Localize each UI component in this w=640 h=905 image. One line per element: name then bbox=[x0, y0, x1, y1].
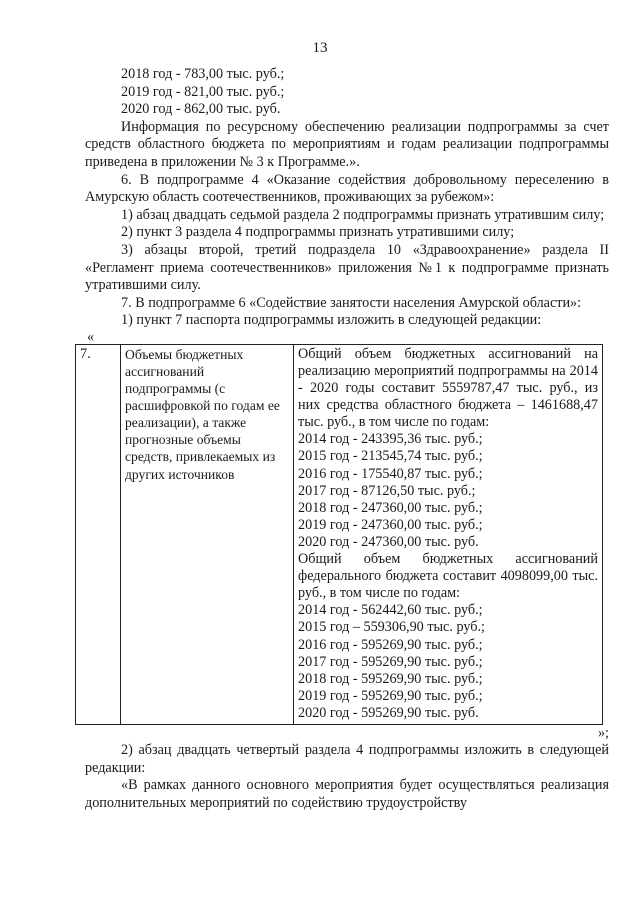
paragraph-item-6-2: 2) пункт 3 раздела 4 подпрограммы признать утратившими силу; bbox=[121, 224, 515, 241]
federal-year-line: 2017 год - 595269,90 тыс. руб.; bbox=[298, 653, 483, 670]
closing-quote: »; bbox=[597, 724, 609, 741]
passport-table bbox=[75, 344, 603, 725]
federal-year-line: 2018 год - 595269,90 тыс. руб.; bbox=[298, 670, 483, 687]
row-title-cell: Объемы бюджетных ассигнований подпрограммы (с расшифровкой по годам ее реализации), а также прогнозные объемы средств, привлекаемых из других источников bbox=[121, 344, 294, 724]
row-value-cell bbox=[294, 344, 603, 724]
table-row bbox=[76, 344, 603, 724]
federal-year-line: 2016 год - 595269,90 тыс. руб.; bbox=[298, 636, 483, 653]
paragraph-item-6-3: 3) абзацы второй, третий подраздела 10 «Здравоохранение» раздела II «Регламент приема соотечественников» приложения №1 к подпрограмме признать утратившими силу. bbox=[85, 241, 609, 294]
federal-year-line: 2014 год - 562442,60 тыс. руб.; bbox=[298, 602, 483, 619]
row-number-cell: 7. bbox=[76, 344, 121, 724]
paragraph-item-6-1: 1) абзац двадцать седьмой раздела 2 подпрограммы признать утратившим силу; bbox=[121, 206, 605, 223]
federal-year-line: 2020 год - 595269,90 тыс. руб. bbox=[298, 704, 479, 721]
paragraph-item-6: 6. В подпрограмме 4 «Оказание содействия добровольному переселению в Амурскую область соотечественников, проживающих за рубежом»: bbox=[85, 171, 609, 206]
budget-line-2020: 2020 год - 862,00 тыс. руб. bbox=[121, 101, 281, 118]
regional-year-line: 2015 год - 213545,74 тыс. руб.; bbox=[298, 448, 483, 465]
budget-line-2019: 2019 год - 821,00 тыс. руб.; bbox=[121, 83, 285, 100]
regional-year-line: 2018 год - 247360,00 тыс. руб.; bbox=[298, 499, 483, 516]
budget-line-2018: 2018 год - 783,00 тыс. руб.; bbox=[121, 66, 285, 82]
regional-year-line: 2014 год - 243395,36 тыс. руб.; bbox=[298, 431, 483, 448]
regional-year-line: 2016 год - 175540,87 тыс. руб.; bbox=[298, 465, 483, 482]
federal-year-line: 2015 год – 559306,90 тыс. руб.; bbox=[298, 619, 485, 636]
document-body bbox=[80, 66, 609, 812]
regional-year-line: 2019 год - 247360,00 тыс. руб.; bbox=[298, 516, 483, 533]
federal-total-text: Общий объем бюджетных ассигнований федерального бюджета составит 4098099,00 тыс. руб., в том числе по годам: bbox=[298, 551, 598, 602]
paragraph-item-7-2: 2) абзац двадцать четвертый раздела 4 подпрограммы изложить в следующей редакции: bbox=[85, 741, 609, 776]
paragraph-item-7: 7. В подпрограмме 6 «Содействие занятости населения Амурской области»: bbox=[121, 294, 582, 311]
regional-year-line: 2020 год - 247360,00 тыс. руб. bbox=[298, 533, 479, 550]
paragraph-new-wording: «В рамках данного основного мероприятия будет осуществляться реализация дополнительных мероприятий по содействию трудоустройству bbox=[85, 777, 609, 811]
regional-total-text: Общий объем бюджетных ассигнований на реализацию мероприятий подпрограммы на 2014 - 2020 годы составит 5559787,47 тыс. руб., из них средства областного бюджета – 1461688,47 тыс. руб., в том числе по годам: bbox=[298, 345, 598, 431]
opening-quote: « bbox=[87, 328, 95, 345]
paragraph-resource-info: Информация по ресурсному обеспечению реализации подпрограммы за счет средств областного бюджета по мероприятиям и годам реализации подпрограммы приведена в приложении № 3 к Программе.». bbox=[85, 118, 609, 170]
paragraph-item-7-1: 1) пункт 7 паспорта подпрограммы изложить в следующей редакции: bbox=[121, 312, 542, 329]
federal-year-line: 2019 год - 595269,90 тыс. руб.; bbox=[298, 687, 483, 704]
page-number: 13 bbox=[312, 40, 328, 56]
regional-year-line: 2017 год - 87126,50 тыс. руб.; bbox=[298, 482, 476, 499]
